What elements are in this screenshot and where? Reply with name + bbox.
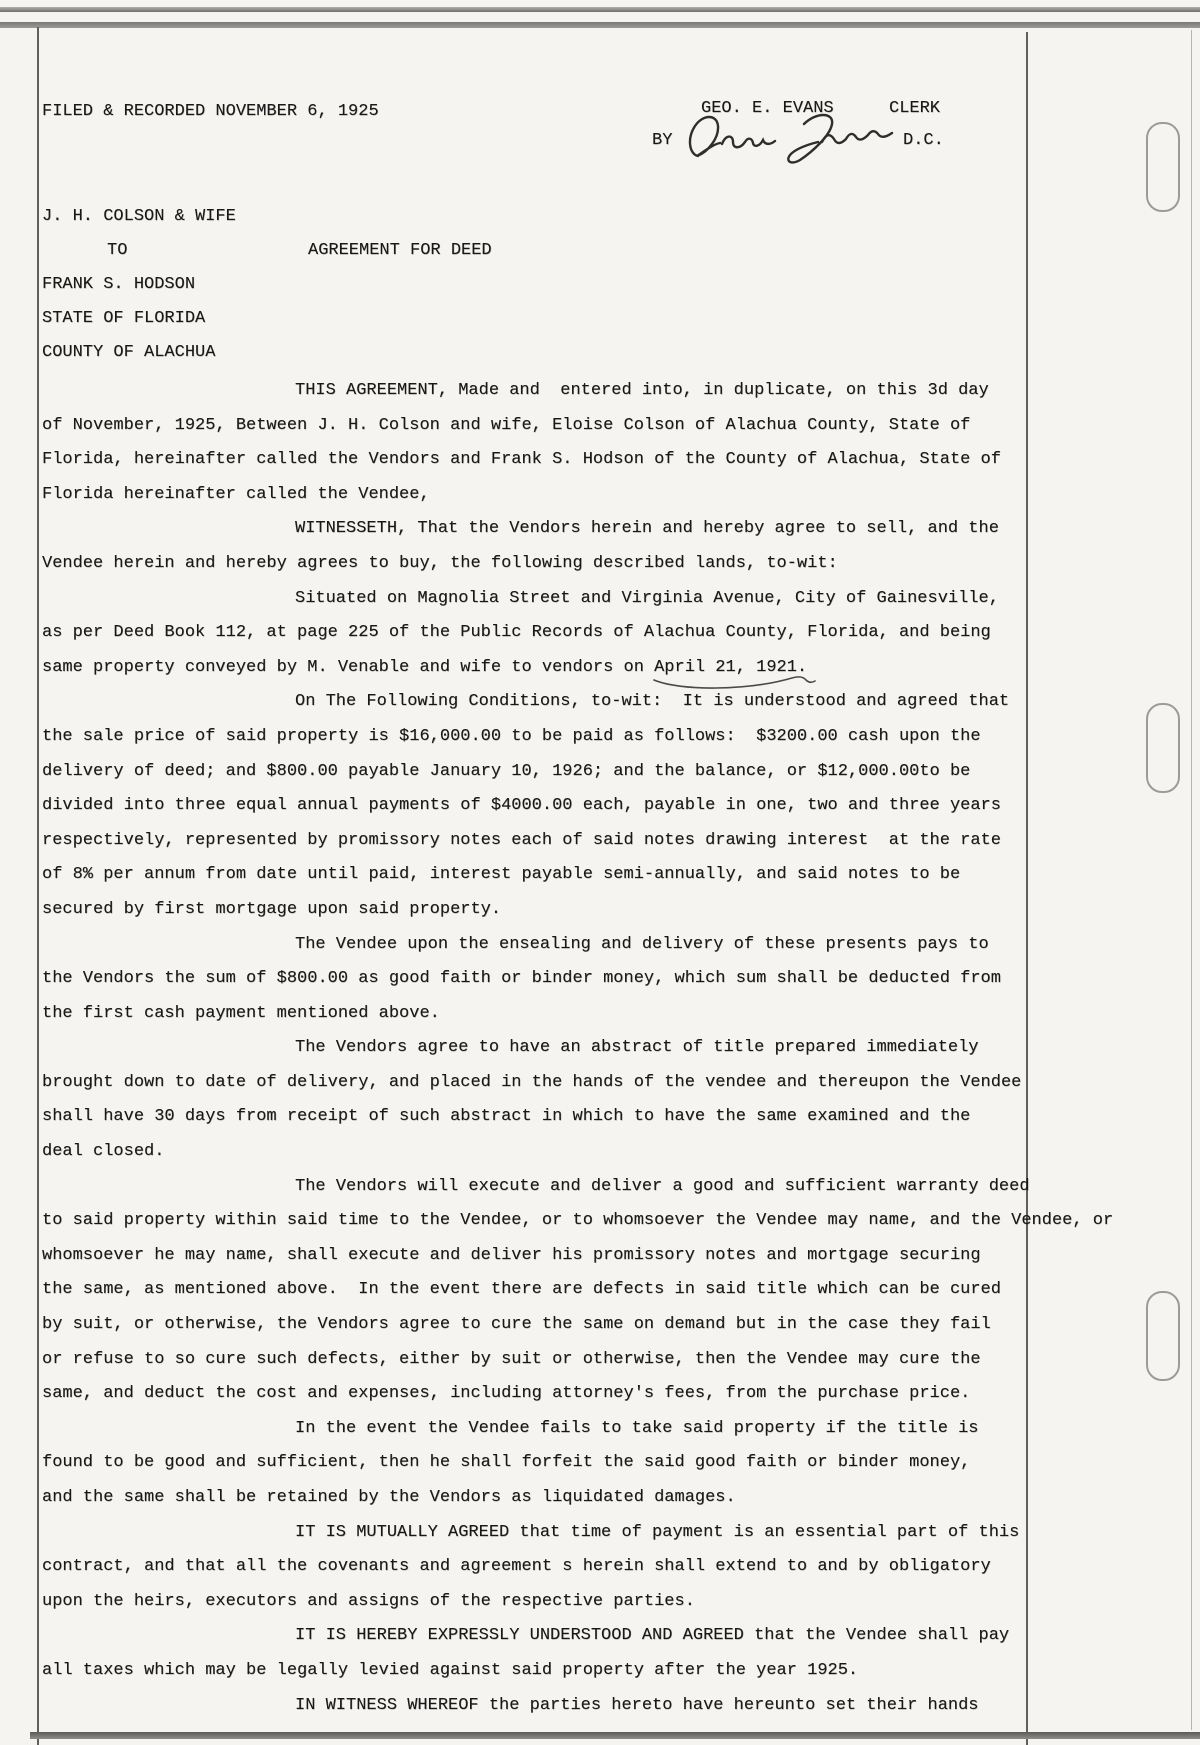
document-line-36: upon the heirs, executors and assigns of the respective parties.	[42, 1591, 695, 1611]
document-line-37: IT IS HEREBY EXPRESSLY UNDERSTOOD AND AGREED that the Vendee shall pay	[295, 1626, 1010, 1646]
party-grantee: FRANK S. HODSON	[42, 275, 196, 294]
county-line: COUNTY OF ALACHUA	[42, 343, 216, 362]
document-line-17: The Vendee upon the ensealing and delivery of these presents pays to	[295, 934, 989, 954]
document-line-30: same, and deduct the cost and expenses, including attorney's fees, from the purchase price.	[42, 1384, 971, 1404]
punch-hole-top	[1146, 122, 1180, 212]
body-text	[42, 374, 1192, 1723]
bottom-scan-rule	[30, 1732, 1200, 1739]
document-line-25: to said property within said time to the Vendee, or to whomsoever the Vendee may name, and the Vendee, or	[42, 1211, 1114, 1231]
document-line-13: divided into three equal annual payments of $4000.00 each, payable in one, two and three years	[42, 796, 1001, 816]
document-line-38: all taxes which may be legally levied against said property after the year 1925.	[42, 1660, 859, 1680]
by-label: BY	[652, 131, 673, 150]
document-title: AGREEMENT FOR DEED	[308, 241, 492, 260]
document-line-26: whomsoever he may name, shall execute and deliver his promissory notes and mortgage securing	[42, 1245, 981, 1265]
document-line-3: Florida, hereinafter called the Vendors and Frank S. Hodson of the County of Alachua, State of	[42, 450, 1001, 470]
state-line: STATE OF FLORIDA	[42, 309, 206, 328]
document-line-14: respectively, represented by promissory notes each of said notes drawing interest at the rate	[42, 830, 1001, 850]
document-line-9: same property conveyed by M. Venable and wife to vendors on April 21, 1921.	[42, 657, 808, 677]
document-line-33: and the same shall be retained by the Vendors as liquidated damages.	[42, 1488, 736, 1507]
document-line-39: IN WITNESS WHEREOF the parties hereto have hereunto set their hands	[295, 1695, 979, 1715]
deputy-clerk-signature	[684, 110, 899, 168]
document-line-20: The Vendors agree to have an abstract of title prepared immediately	[295, 1038, 979, 1058]
document-line-22: shall have 30 days from receipt of such abstract in which to have the same examined and the	[42, 1107, 971, 1127]
party-grantor: J. H. COLSON & WIFE	[42, 207, 236, 226]
document-line-24: The Vendors will execute and deliver a good and sufficient warranty deed	[295, 1176, 1030, 1196]
document-line-12: delivery of deed; and $800.00 payable January 10, 1926; and the balance, or $12,000.00to be	[42, 761, 971, 781]
top-scan-rule-2	[0, 22, 1200, 28]
clerk-name: GEO. E. EVANS	[701, 99, 834, 118]
document-line-19: the first cash payment mentioned above.	[42, 1003, 440, 1023]
document-line-5: WITNESSETH, That the Vendors herein and hereby agree to sell, and the	[295, 519, 999, 539]
document-line-1: THIS AGREEMENT, Made and entered into, in duplicate, on this 3d day	[295, 381, 989, 400]
filed-recorded-line: FILED & RECORDED NOVEMBER 6, 1925	[42, 102, 379, 121]
top-scan-rule-1	[0, 7, 1200, 12]
document-line-16: secured by first mortgage upon said property.	[42, 899, 502, 919]
document-line-18: the Vendors the sum of $800.00 as good faith or binder money, which sum shall be deducted from	[42, 969, 1001, 989]
document-line-4: Florida hereinafter called the Vendee,	[42, 484, 430, 504]
left-margin-rule	[37, 27, 39, 1745]
clerk-title: CLERK	[889, 99, 941, 118]
document-line-27: the same, as mentioned above. In the event there are defects in said title which can be cured	[42, 1280, 1001, 1300]
document-line-10: On The Following Conditions, to-wit: It is understood and agreed that	[295, 692, 1010, 712]
document-line-32: found to be good and sufficient, then he shall forfeit the said good faith or binder money,	[42, 1453, 971, 1473]
document-line-31: In the event the Vendee fails to take said property if the title is	[295, 1418, 979, 1438]
document-line-6: Vendee herein and hereby agrees to buy, the following described lands, to-wit:	[42, 553, 838, 573]
document-line-15: of 8% per annum from date until paid, interest payable semi-annually, and said notes to be	[42, 865, 961, 885]
document-line-34: IT IS MUTUALLY AGREED that time of payment is an essential part of this	[295, 1522, 1020, 1542]
document-line-29: or refuse to so cure such defects, either by suit or otherwise, then the Vendee may cure the	[42, 1349, 981, 1369]
to-label: TO	[107, 241, 128, 260]
document-line-23: deal closed.	[42, 1142, 165, 1162]
document-line-11: the sale price of said property is $16,000.00 to be paid as follows: $3200.00 cash upon the	[42, 726, 981, 746]
document-line-8: as per Deed Book 112, at page 225 of the Public Records of Alachua County, Florida, and being	[42, 623, 991, 643]
deputy-clerk-suffix: D.C.	[903, 131, 944, 150]
document-line-28: by suit, or otherwise, the Vendors agree to cure the same on demand but in the case they fail	[42, 1315, 991, 1335]
document-line-2: of November, 1925, Between J. H. Colson and wife, Eloise Colson of Alachua County, State of	[42, 415, 971, 435]
document-line-35: contract, and that all the covenants and agreement s herein shall extend to and by obligatory	[42, 1557, 991, 1577]
handwritten-underline	[652, 672, 817, 694]
document-line-7: Situated on Magnolia Street and Virginia Avenue, City of Gainesville,	[295, 588, 999, 608]
document-line-21: brought down to date of delivery, and placed in the hands of the vendee and thereupon the Vendee	[42, 1072, 1022, 1092]
